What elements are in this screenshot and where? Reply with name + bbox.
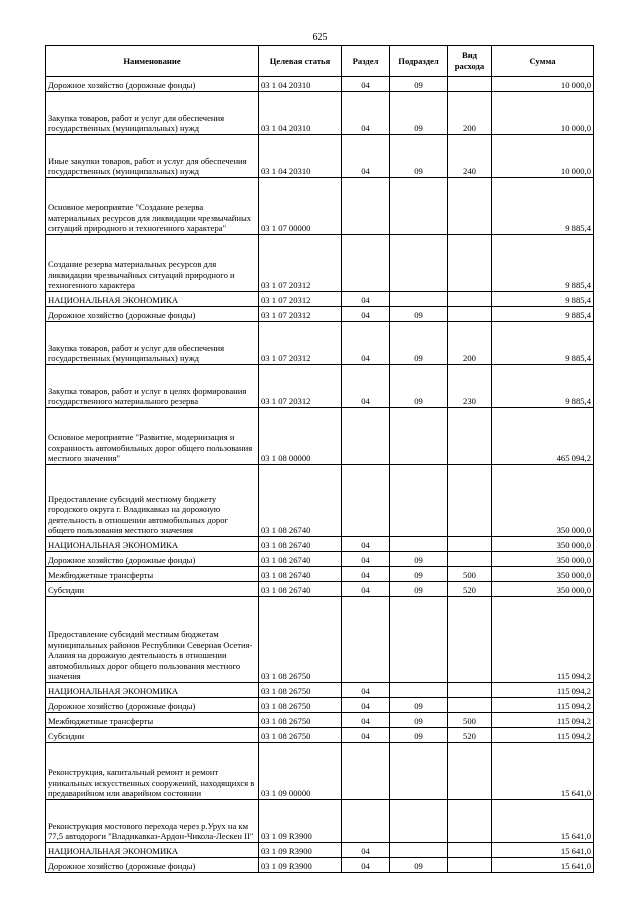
row-sum: 115 094,2 — [492, 713, 594, 728]
row-expense-type: 520 — [448, 582, 492, 597]
row-subsection — [390, 408, 448, 465]
row-sum: 15 641,0 — [492, 800, 594, 843]
row-subsection: 09 — [390, 582, 448, 597]
table-row — [46, 135, 594, 178]
row-subsection: 09 — [390, 552, 448, 567]
table-row — [46, 365, 594, 408]
row-name: Предоставление субсидий местным бюджетам муниципальных районов Республики Северная Осетия-Алания на дорожную деятельность в отношении автомобильных дорог общего пользования местного значения — [46, 597, 259, 683]
row-target-code: 03 1 09 R3900 — [259, 800, 342, 843]
row-subsection: 09 — [390, 135, 448, 178]
row-name: Дорожное хозяйство (дорожные фонды) — [46, 77, 259, 92]
row-sum: 350 000,0 — [492, 537, 594, 552]
table-row — [46, 77, 594, 92]
row-expense-type — [448, 843, 492, 858]
row-sum: 350 000,0 — [492, 582, 594, 597]
row-subsection: 09 — [390, 77, 448, 92]
row-section — [342, 597, 390, 683]
table-row — [46, 292, 594, 307]
row-section — [342, 465, 390, 537]
row-target-code: 03 1 07 20312 — [259, 322, 342, 365]
row-name: Дорожное хозяйство (дорожные фонды) — [46, 858, 259, 873]
row-subsection — [390, 843, 448, 858]
table-body — [46, 77, 594, 873]
table-row — [46, 800, 594, 843]
table-row — [46, 743, 594, 800]
table-row — [46, 597, 594, 683]
header-target-code: Целевая статья — [259, 46, 342, 77]
row-subsection — [390, 465, 448, 537]
row-section: 04 — [342, 713, 390, 728]
row-name: Субсидии — [46, 582, 259, 597]
row-subsection: 09 — [390, 698, 448, 713]
row-subsection — [390, 292, 448, 307]
row-section: 04 — [342, 858, 390, 873]
row-target-code: 03 1 07 20312 — [259, 292, 342, 307]
header-expense-type: Вид расхода — [448, 46, 492, 77]
table-row — [46, 683, 594, 698]
row-section — [342, 408, 390, 465]
row-section: 04 — [342, 728, 390, 743]
row-target-code: 03 1 08 26750 — [259, 713, 342, 728]
table-header-row — [46, 46, 594, 77]
row-subsection: 09 — [390, 728, 448, 743]
table-row — [46, 307, 594, 322]
row-name: НАЦИОНАЛЬНАЯ ЭКОНОМИКА — [46, 843, 259, 858]
row-expense-type: 500 — [448, 567, 492, 582]
table-row — [46, 698, 594, 713]
row-section: 04 — [342, 683, 390, 698]
budget-table — [45, 45, 594, 873]
table-row — [46, 465, 594, 537]
table-row — [46, 843, 594, 858]
row-target-code: 03 1 09 00000 — [259, 743, 342, 800]
row-subsection — [390, 800, 448, 843]
row-sum: 10 000,0 — [492, 77, 594, 92]
row-expense-type: 200 — [448, 92, 492, 135]
table-row — [46, 537, 594, 552]
row-section: 04 — [342, 552, 390, 567]
row-expense-type — [448, 552, 492, 567]
row-section: 04 — [342, 582, 390, 597]
row-name: Дорожное хозяйство (дорожные фонды) — [46, 307, 259, 322]
table-row — [46, 552, 594, 567]
row-subsection: 09 — [390, 307, 448, 322]
table-row — [46, 858, 594, 873]
row-section: 04 — [342, 698, 390, 713]
row-name: Основное мероприятие "Развитие, модернизация и сохранность автомобильных дорог общего пользования местного значения" — [46, 408, 259, 465]
table-row — [46, 567, 594, 582]
row-sum: 465 094,2 — [492, 408, 594, 465]
row-section: 04 — [342, 307, 390, 322]
row-name: Реконструкция мостового перехода через р.Урух на км 77,5 автодороги "Владикавказ-Ардон-Чикола-Лескен II" — [46, 800, 259, 843]
row-name: Межбюджетные трансферты — [46, 713, 259, 728]
table-row — [46, 582, 594, 597]
row-subsection — [390, 235, 448, 292]
row-expense-type — [448, 408, 492, 465]
row-expense-type — [448, 77, 492, 92]
row-name: Создание резерва материальных ресурсов для ликвидации чрезвычайных ситуаций природного и техногенного характера — [46, 235, 259, 292]
row-subsection: 09 — [390, 713, 448, 728]
row-target-code: 03 1 04 20310 — [259, 77, 342, 92]
row-name: НАЦИОНАЛЬНАЯ ЭКОНОМИКА — [46, 537, 259, 552]
row-expense-type — [448, 292, 492, 307]
row-name: Закупка товаров, работ и услуг в целях формирования государственного материального резерва — [46, 365, 259, 408]
row-sum: 115 094,2 — [492, 728, 594, 743]
row-sum: 9 885,4 — [492, 292, 594, 307]
row-target-code: 03 1 08 26740 — [259, 465, 342, 537]
row-expense-type — [448, 743, 492, 800]
row-expense-type: 520 — [448, 728, 492, 743]
table-row — [46, 322, 594, 365]
row-section — [342, 178, 390, 235]
row-name: НАЦИОНАЛЬНАЯ ЭКОНОМИКА — [46, 683, 259, 698]
table-row — [46, 728, 594, 743]
row-sum: 9 885,4 — [492, 322, 594, 365]
row-name: Дорожное хозяйство (дорожные фонды) — [46, 698, 259, 713]
table-row — [46, 713, 594, 728]
row-name: Межбюджетные трансферты — [46, 567, 259, 582]
page-number: 625 — [312, 32, 328, 43]
row-subsection: 09 — [390, 322, 448, 365]
row-sum: 10 000,0 — [492, 135, 594, 178]
row-expense-type — [448, 235, 492, 292]
row-target-code: 03 1 04 20310 — [259, 135, 342, 178]
row-section: 04 — [342, 567, 390, 582]
row-expense-type — [448, 800, 492, 843]
row-name: Иные закупки товаров, работ и услуг для обеспечения государственных (муниципальных) нужд — [46, 135, 259, 178]
row-sum: 115 094,2 — [492, 683, 594, 698]
row-expense-type — [448, 683, 492, 698]
row-sum: 350 000,0 — [492, 552, 594, 567]
row-target-code: 03 1 07 20312 — [259, 235, 342, 292]
row-target-code: 03 1 07 20312 — [259, 365, 342, 408]
row-subsection — [390, 178, 448, 235]
row-sum: 9 885,4 — [492, 235, 594, 292]
row-target-code: 03 1 08 26740 — [259, 567, 342, 582]
row-name: Дорожное хозяйство (дорожные фонды) — [46, 552, 259, 567]
row-sum: 15 641,0 — [492, 743, 594, 800]
header-name: Наименование — [46, 46, 259, 77]
row-subsection: 09 — [390, 858, 448, 873]
header-sum: Сумма — [492, 46, 594, 77]
row-section: 04 — [342, 537, 390, 552]
row-section: 04 — [342, 135, 390, 178]
row-sum: 15 641,0 — [492, 858, 594, 873]
row-section: 04 — [342, 77, 390, 92]
row-subsection — [390, 537, 448, 552]
row-section: 04 — [342, 92, 390, 135]
row-subsection — [390, 683, 448, 698]
row-name: Основное мероприятие "Создание резерва материальных ресурсов для ликвидации чрезвычайных ситуаций природного и техногенного характера" — [46, 178, 259, 235]
row-sum: 9 885,4 — [492, 178, 594, 235]
row-target-code: 03 1 09 R3900 — [259, 858, 342, 873]
row-target-code: 03 1 08 26750 — [259, 698, 342, 713]
header-section: Раздел — [342, 46, 390, 77]
row-subsection: 09 — [390, 365, 448, 408]
row-sum: 350 000,0 — [492, 567, 594, 582]
row-subsection — [390, 597, 448, 683]
row-sum: 115 094,2 — [492, 597, 594, 683]
row-sum: 15 641,0 — [492, 843, 594, 858]
row-sum: 115 094,2 — [492, 698, 594, 713]
row-sum: 10 000,0 — [492, 92, 594, 135]
row-target-code: 03 1 08 26750 — [259, 728, 342, 743]
table-row — [46, 408, 594, 465]
row-expense-type — [448, 178, 492, 235]
row-sum: 9 885,4 — [492, 307, 594, 322]
row-section — [342, 743, 390, 800]
row-section — [342, 800, 390, 843]
row-target-code: 03 1 08 26750 — [259, 683, 342, 698]
table-row — [46, 178, 594, 235]
row-target-code: 03 1 09 R3900 — [259, 843, 342, 858]
row-subsection — [390, 743, 448, 800]
row-name: Закупка товаров, работ и услуг для обеспечения государственных (муниципальных) нужд — [46, 92, 259, 135]
row-section: 04 — [342, 365, 390, 408]
table-row — [46, 92, 594, 135]
row-target-code: 03 1 08 26750 — [259, 597, 342, 683]
row-target-code: 03 1 08 26740 — [259, 582, 342, 597]
row-expense-type — [448, 465, 492, 537]
row-name: Предоставление субсидий местному бюджету городского округа г. Владикавказ на дорожную деятельность в отношении автомобильных дорог общего пользования местного значения — [46, 465, 259, 537]
row-name: Закупка товаров, работ и услуг для обеспечения государственных (муниципальных) нужд — [46, 322, 259, 365]
row-target-code: 03 1 04 20310 — [259, 92, 342, 135]
row-section: 04 — [342, 292, 390, 307]
row-expense-type: 230 — [448, 365, 492, 408]
row-section: 04 — [342, 843, 390, 858]
row-expense-type — [448, 698, 492, 713]
row-name: Реконструкция, капитальный ремонт и ремонт уникальных искусственных сооружений, находящихся в предаварийном или аварийном состоянии — [46, 743, 259, 800]
row-expense-type — [448, 858, 492, 873]
row-name: Субсидии — [46, 728, 259, 743]
row-expense-type — [448, 307, 492, 322]
table-row — [46, 235, 594, 292]
row-sum: 9 885,4 — [492, 365, 594, 408]
row-expense-type: 240 — [448, 135, 492, 178]
row-target-code: 03 1 08 00000 — [259, 408, 342, 465]
row-expense-type: 200 — [448, 322, 492, 365]
row-sum: 350 000,0 — [492, 465, 594, 537]
row-target-code: 03 1 07 20312 — [259, 307, 342, 322]
row-target-code: 03 1 07 00000 — [259, 178, 342, 235]
header-subsection: Подраздел — [390, 46, 448, 77]
row-subsection: 09 — [390, 567, 448, 582]
row-target-code: 03 1 08 26740 — [259, 537, 342, 552]
row-name: НАЦИОНАЛЬНАЯ ЭКОНОМИКА — [46, 292, 259, 307]
row-expense-type — [448, 537, 492, 552]
row-expense-type — [448, 597, 492, 683]
row-target-code: 03 1 08 26740 — [259, 552, 342, 567]
row-section — [342, 235, 390, 292]
row-subsection: 09 — [390, 92, 448, 135]
row-expense-type: 500 — [448, 713, 492, 728]
row-section: 04 — [342, 322, 390, 365]
